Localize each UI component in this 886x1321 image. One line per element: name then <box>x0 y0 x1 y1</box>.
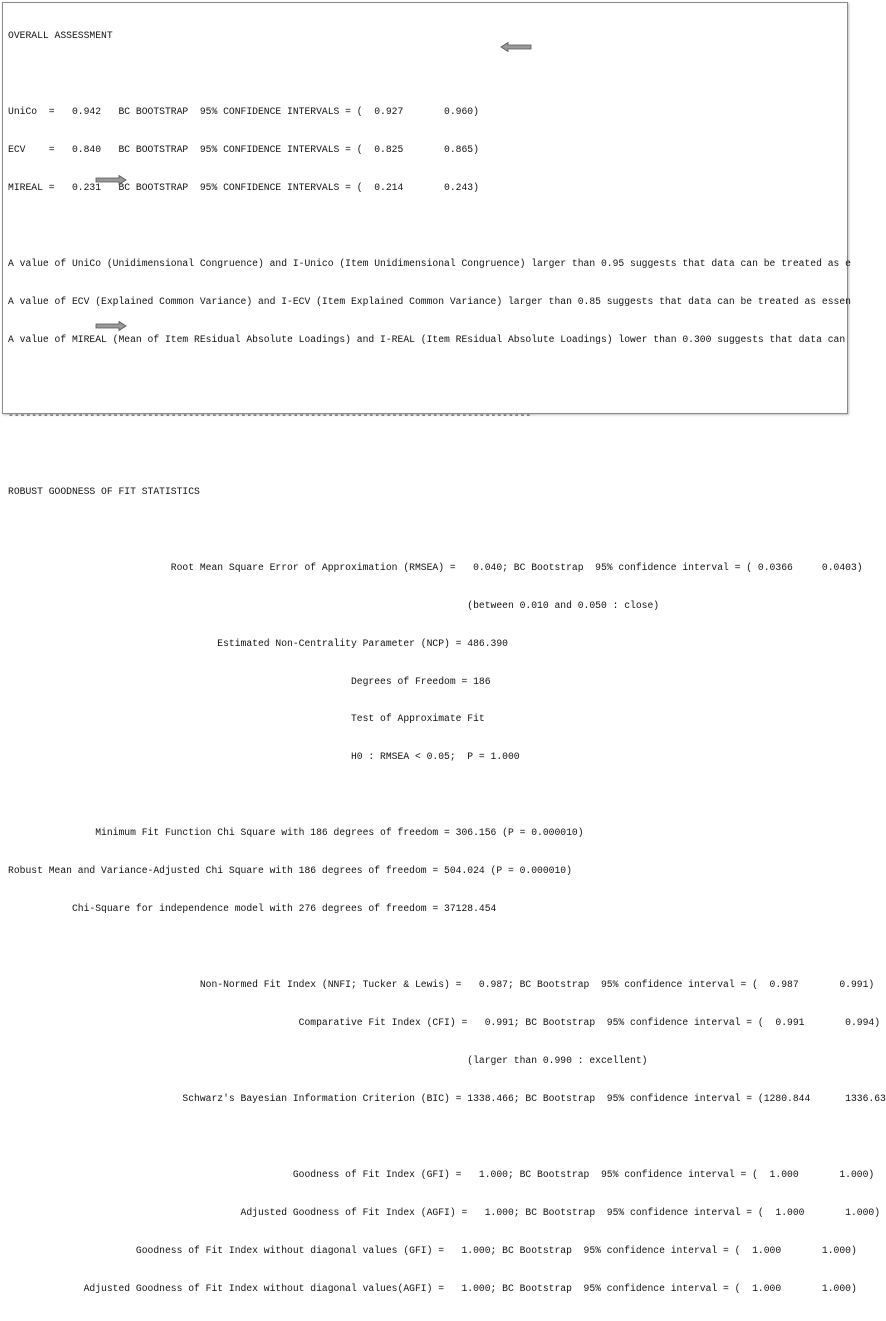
separator-line: ------------------------------------------------------------------------------------------ <box>8 409 532 421</box>
gfi-row: Goodness of Fit Index (GFI) = 1.000; BC Bootstrap 95% confidence interval = ( 1.000 1.000) <box>8 1168 875 1180</box>
blank-line <box>8 68 886 81</box>
output-panel <box>2 2 886 1294</box>
agfi-row: Adjusted Goodness of Fit Index (AGFI) = 1.000; BC Bootstrap 95% confidence interval = ( 1.000 1.000) <box>8 1206 881 1218</box>
unico-row: UniCo = 0.942 BC BOOTSTRAP 95% CONFIDENCE INTERVALS = ( 0.927 0.960) <box>8 106 479 118</box>
section-title-robust: ROBUST GOODNESS OF FIT STATISTICS <box>8 485 200 497</box>
df-row: Degrees of Freedom = 186 <box>8 675 491 687</box>
ncp-row: Estimated Non-Centrality Parameter (NCP) = 486.390 <box>8 637 508 649</box>
right-arrow-icon <box>95 321 125 331</box>
blank-line <box>8 524 886 537</box>
agfi-no-diag-row: Adjusted Goodness of Fit Index without diagonal values(AGFI) = 1.000; BC Bootstrap 95% confidence interval = ( 1.000 1.000) <box>8 1282 857 1294</box>
approx-fit-row: Test of Approximate Fit <box>8 713 485 725</box>
note-ecv: A value of ECV (Explained Common Variance) and I-ECV (Item Explained Common Variance) larger than 0.85 suggests that data can be treated as essen <box>8 295 851 307</box>
min-chi-square-row: Minimum Fit Function Chi Square with 186 degrees of freedom = 306.156 (P = 0.000010) <box>8 827 584 839</box>
independence-chi-square-row: Chi-Square for independence model with 276 degrees of freedom = 37128.454 <box>8 903 497 915</box>
cfi-row: Comparative Fit Index (CFI) = 0.991; BC Bootstrap 95% confidence interval = ( 0.991 0.994) <box>8 1017 881 1029</box>
blank-line <box>8 372 886 385</box>
h0-row: H0 : RMSEA < 0.05; P = 1.000 <box>8 751 520 763</box>
blank-line <box>8 448 886 461</box>
left-arrow-icon <box>500 42 530 52</box>
right-arrow-icon <box>95 175 125 185</box>
section-title-overall: OVERALL ASSESSMENT <box>8 30 113 42</box>
blank-line <box>8 1131 886 1144</box>
rmsea-row: Root Mean Square Error of Approximation (RMSEA) = 0.040; BC Bootstrap 95% confidence interval = ( 0.0366 0.0403) <box>8 561 863 573</box>
rmsea-note: (between 0.010 and 0.050 : close) <box>8 599 660 611</box>
gfi-no-diag-row: Goodness of Fit Index without diagonal values (GFI) = 1.000; BC Bootstrap 95% confidence interval = ( 1.000 1.000) <box>8 1244 857 1256</box>
bic-row: Schwarz's Bayesian Information Criterion (BIC) = 1338.466; BC Bootstrap 95% confidence interval = (1280.844 1336.63 <box>8 1093 886 1104</box>
note-unico: A value of UniCo (Unidimensional Congruence) and I-Unico (Item Unidimensional Congruence) larger than 0.95 suggests that data can be treated as e <box>8 258 851 270</box>
cfi-note: (larger than 0.990 : excellent) <box>8 1055 648 1067</box>
blank-line <box>8 941 886 954</box>
robust-chi-square-row: Robust Mean and Variance-Adjusted Chi Square with 186 degrees of freedom = 504.024 (P = 0.000010) <box>8 865 572 877</box>
note-mireal: A value of MIREAL (Mean of Item REsidual Absolute Loadings) and I-REAL (Item REsidual Absolute Loadings) lower than 0.300 suggests that data can <box>8 333 846 345</box>
mireal-row: MIREAL = 0.231 BC BOOTSTRAP 95% CONFIDENCE INTERVALS = ( 0.214 0.243) <box>8 182 479 194</box>
blank-line <box>8 789 886 802</box>
ecv-row: ECV = 0.840 BC BOOTSTRAP 95% CONFIDENCE INTERVALS = ( 0.825 0.865) <box>8 144 479 156</box>
assessment-output-text <box>8 5 886 1321</box>
nnfi-row: Non-Normed Fit Index (NNFI; Tucker & Lewis) = 0.987; BC Bootstrap 95% confidence interval = ( 0.987 0.991) <box>8 979 875 991</box>
blank-line <box>8 220 886 233</box>
